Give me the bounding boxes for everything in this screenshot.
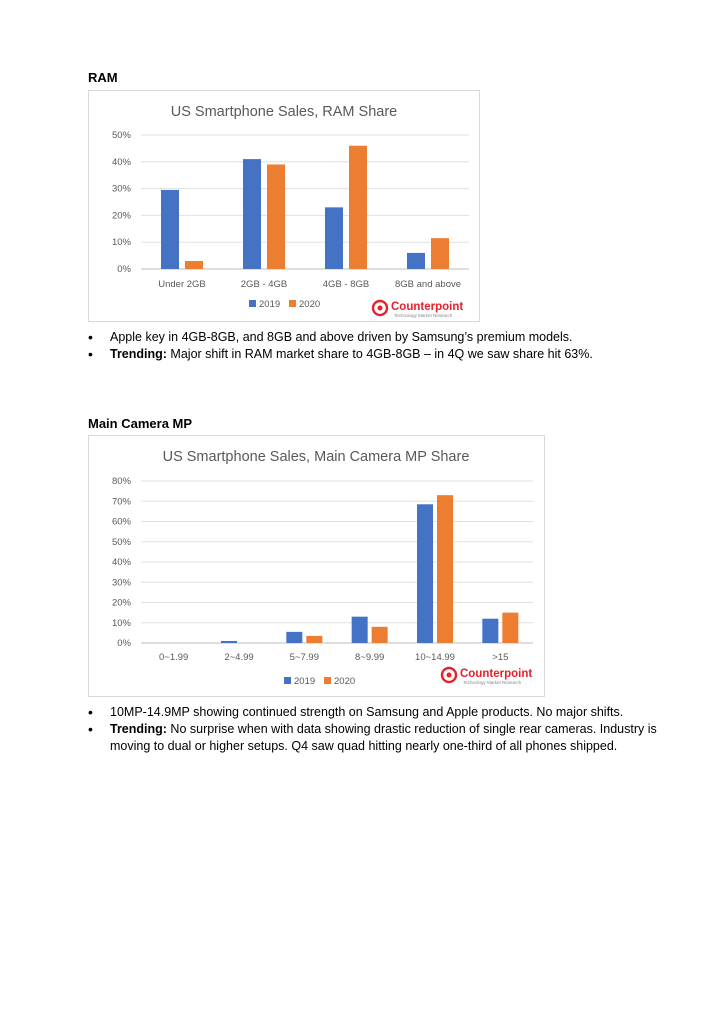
bar-2019-Under 2GB	[161, 190, 179, 269]
bullet-item: • Trending: Major shift in RAM market share to 4GB-8GB – in 4Q we saw share hit 63%.	[88, 346, 698, 363]
legend-swatch-2019	[284, 677, 291, 684]
bar-2020-4GB - 8GB	[349, 146, 367, 269]
bullet-item: • 10MP-14.9MP showing continued strength on Samsung and Apple products. No major shifts.	[88, 704, 698, 721]
counterpoint-logo	[373, 301, 463, 318]
logo-name: Counterpoint	[460, 668, 533, 680]
y-tick-label: 10%	[111, 237, 131, 249]
ram-bullet-list	[88, 329, 698, 363]
legend-swatch-2020	[289, 300, 296, 307]
chart-title: US Smartphone Sales, Main Camera MP Share	[162, 449, 470, 465]
bar-2019-4GB - 8GB	[325, 207, 343, 269]
x-tick-label: 5~7.99	[289, 652, 319, 663]
legend-label-2019: 2019	[294, 676, 316, 687]
legend-label-2019: 2019	[259, 299, 281, 310]
x-tick-label: >15	[492, 652, 509, 663]
camera-bullet-list	[88, 704, 698, 755]
chart-title: US Smartphone Sales, RAM Share	[170, 104, 398, 120]
y-tick-label: 20%	[111, 210, 131, 222]
ram-share-chart	[89, 91, 479, 321]
bar-2020-5~7.99	[306, 636, 322, 643]
bar-2019->15	[482, 619, 498, 643]
legend-swatch-2019	[249, 300, 256, 307]
x-tick-label: 10~14.99	[415, 652, 455, 663]
x-tick-label: 2GB - 4GB	[240, 279, 288, 290]
bar-2019-2GB - 4GB	[243, 159, 261, 269]
x-tick-label: 8GB and above	[394, 279, 462, 290]
y-tick-label: 40%	[111, 557, 131, 568]
legend-label-2020: 2020	[334, 676, 356, 687]
y-tick-label: 20%	[111, 597, 131, 609]
x-tick-label: 4GB - 8GB	[322, 279, 370, 290]
x-tick-label: 0~1.99	[159, 652, 189, 663]
bar-2020->15	[502, 613, 518, 643]
bar-2020-8~9.99	[372, 627, 388, 643]
camera-chart-container	[88, 435, 545, 697]
bar-2019-2~4.99	[221, 641, 237, 643]
bar-2020-Under 2GB	[185, 261, 203, 269]
y-tick-label: 30%	[111, 577, 131, 589]
bar-2019-8~9.99	[352, 617, 368, 643]
y-tick-label: 40%	[111, 156, 131, 168]
y-tick-label: 0%	[117, 638, 131, 649]
bar-2020-8GB and above	[431, 238, 449, 269]
ram-chart-container	[88, 90, 480, 322]
legend-label-2020: 2020	[299, 299, 321, 310]
counterpoint-logo	[442, 668, 532, 685]
bar-2019-5~7.99	[286, 632, 302, 643]
bar-2019-10~14.99	[417, 504, 433, 643]
y-tick-label: 10%	[111, 617, 131, 629]
x-tick-label: Under 2GB	[158, 279, 206, 290]
camera-mp-share-chart	[89, 436, 544, 696]
bullet-item: • Apple key in 4GB-8GB, and 8GB and above driven by Samsung’s premium models.	[88, 329, 698, 346]
y-tick-label: 80%	[111, 476, 131, 487]
section-heading-ram: RAM	[88, 70, 118, 85]
bar-2020-2GB - 4GB	[267, 164, 285, 269]
y-tick-label: 50%	[111, 130, 131, 141]
section-heading-camera: Main Camera MP	[88, 416, 193, 431]
y-tick-label: 0%	[117, 264, 131, 275]
y-tick-label: 60%	[111, 516, 131, 528]
bullet-item: • Trending: No surprise when with data showing drastic reduction of single rear cameras. Industry is moving to dual or higher setups. Q4 saw quad hitting nearly one-third of all phones shipped.	[88, 721, 698, 755]
logo-name: Counterpoint	[391, 301, 464, 313]
logo-tagline: Technology Market Research	[463, 680, 522, 685]
bar-2020-10~14.99	[437, 495, 453, 643]
y-tick-label: 50%	[111, 536, 131, 548]
bar-2019-8GB and above	[407, 253, 425, 269]
y-tick-label: 30%	[111, 183, 131, 195]
logo-tagline: Technology Market Research	[394, 313, 453, 318]
x-tick-label: 8~9.99	[355, 652, 385, 663]
x-tick-label: 2~4.99	[224, 652, 254, 663]
legend-swatch-2020	[324, 677, 331, 684]
y-tick-label: 70%	[111, 496, 131, 508]
